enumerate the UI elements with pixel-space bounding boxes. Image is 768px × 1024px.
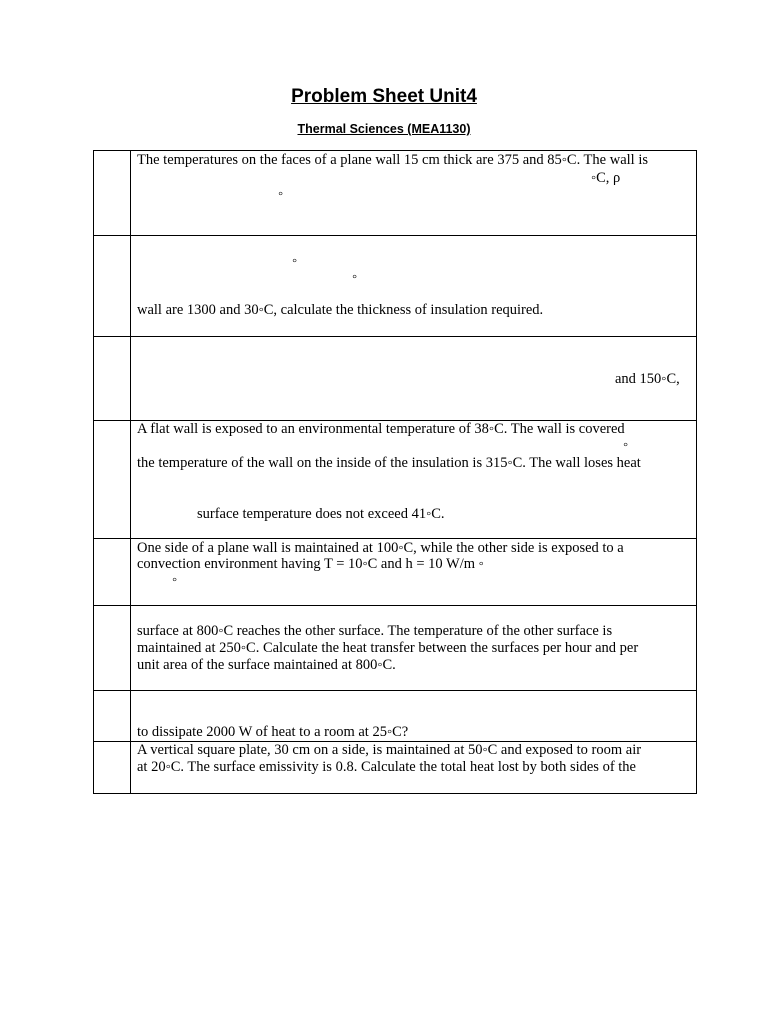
problem-number-cell <box>94 606 131 690</box>
problem-text-line: One side of a plane wall is maintained at 100◦C, while the other side is exposed to a <box>137 540 624 556</box>
page-subtitle: Thermal Sciences (MEA1130) <box>297 122 471 136</box>
problem-text-line: ◦C, ρ <box>591 170 621 186</box>
problem-text-line: wall are 1300 and 30◦C, calculate the thickness of insulation required. <box>137 302 544 318</box>
problem-text-line: A flat wall is exposed to an environmental temperature of 38◦C. The wall is covered <box>137 421 625 437</box>
problem-row-7 <box>93 690 697 742</box>
problem-row-1 <box>93 150 697 236</box>
problem-number-cell <box>94 742 131 793</box>
problem-text-line: maintained at 250◦C. Calculate the heat transfer between the surfaces per hour and per <box>137 640 639 656</box>
problem-row-6 <box>93 605 697 691</box>
problem-text-line: surface temperature does not exceed 41◦C. <box>197 506 445 522</box>
problems-table <box>93 150 697 794</box>
problem-number-cell <box>94 691 131 741</box>
problem-text-line: ◦ <box>278 186 284 202</box>
problem-text-line: to dissipate 2000 W of heat to a room at 25◦C? <box>137 724 409 740</box>
problem-text-line: ◦ <box>292 253 298 269</box>
problem-row-2 <box>93 235 697 337</box>
problem-number-cell <box>94 337 131 420</box>
problem-number-cell <box>94 236 131 336</box>
problem-text-line: and 150◦C, <box>615 371 680 387</box>
problem-number-cell <box>94 539 131 605</box>
problem-text-line: at 20◦C. The surface emissivity is 0.8. Calculate the total heat lost by both sides of the <box>137 759 636 775</box>
problem-text-line: unit area of the surface maintained at 800◦C. <box>137 657 396 673</box>
problem-row-5 <box>93 538 697 606</box>
problem-row-4 <box>93 420 697 539</box>
problem-text-line: A vertical square plate, 30 cm on a side, is maintained at 50◦C and exposed to room air <box>137 742 642 758</box>
problem-text-line: ◦ <box>172 572 178 588</box>
problem-text-line: the temperature of the wall on the inside of the insulation is 315◦C. The wall loses heat <box>137 455 641 471</box>
page-title: Problem Sheet Unit4 <box>291 86 477 107</box>
problem-number-cell <box>94 421 131 538</box>
problem-row-8 <box>93 741 697 794</box>
problem-text-line: surface at 800◦C reaches the other surface. The temperature of the other surface is <box>137 623 613 639</box>
problem-text-line: convection environment having T = 10◦C and h = 10 W/m ◦ <box>137 556 484 572</box>
problem-text-line: The temperatures on the faces of a plane wall 15 cm thick are 375 and 85◦C. The wall is <box>137 152 648 168</box>
problem-row-3 <box>93 336 697 421</box>
problem-text-line: ◦ <box>623 437 629 453</box>
problem-number-cell <box>94 151 131 235</box>
problem-text-line: ◦ <box>352 269 358 285</box>
